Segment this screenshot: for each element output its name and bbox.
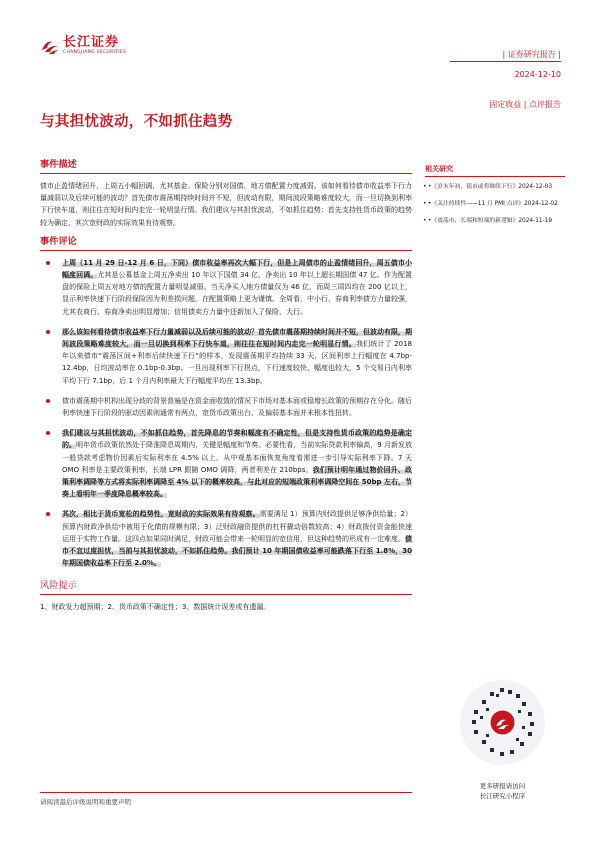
- related-research-heading: 相关研究: [425, 164, 565, 177]
- bullet-highlight: 那么该如何看待债市收益率下行力量减弱以及后续可能的波动？首先债市震荡期持续时间并不短，但波动有限，期间波段策略难度较大，而一旦切换到利率下行快车道，则往往在短时间内走完一轮明显行情。: [62, 327, 412, 349]
- related-research-link[interactable]: • •《岁末年初，债市或将继续下行》2024-12-03: [425, 183, 565, 192]
- event-comment-heading: 事件评论: [40, 233, 412, 251]
- report-type-tag: | 证券研究报告 |: [502, 50, 561, 59]
- footer-divider: [40, 792, 412, 793]
- bullet-text: 债市震荡期中机构出现分歧的背景普遍是在资金面收敛的情况下市场对基本面或稳增长政策的预期存在分化。随后利率快速下行阶段的驱动因素则通常有两点，宽货币政策出台、及偏弱基本面并未根本性扭转。: [62, 396, 412, 418]
- bullet-text: 明年货币政策依然处于降准降息周期内，关键是幅度和节奏。必要性看，当前实际贷款利率偏高，9 月新发放一般贷款考虑物价因素后实际利率在 4.5% 以上，从中观基本面恢复角度看需进一步引导实际利率下降。7 天 OMO 利率是主要政策利率，长端 LPR 跟随 OMO 调降，两者利差在 210bps。: [62, 441, 412, 474]
- comment-bullet: [40, 326, 412, 387]
- bullet-highlight: 债市不宜过度担忧，当前与其担忧波动，不如抓住趋势。我们预计 10 年期国债收益率可能跌落下行至 1.8%，30 年期国债收益率下行至 2.0%。: [62, 534, 412, 568]
- report-category: 固定收益 | 点评报告: [489, 100, 561, 109]
- header-divider: [450, 61, 561, 62]
- bullet-text: 需要满足 1）预算内财政提供足够净供给量；2）预算内财政净供给中被用于化债的规模有限；3）泛财政融资提供的杠杆撬动倍数较高；4）财政拨付资金能快速运用于实物工作量。这四点如果同时满足，财政可能会带来一轮明显的宽信用，但这种趋势的形成有一定难度。: [62, 510, 412, 543]
- report-date: 2024-12-10: [514, 70, 561, 79]
- comment-bullet: [40, 395, 412, 419]
- bullet-highlight: 上周（11 月 29 日-12 月 6 日，下同）债市收益率再次大幅下行，但是上周债市的止盈情绪回升，周五债市小幅度回调。: [62, 258, 412, 280]
- logo-name-en: CHANGJIANG SECURITIES: [63, 50, 127, 55]
- qr-caption-line2: 长江研究小程序: [479, 792, 526, 800]
- comment-bullet: [40, 427, 412, 500]
- bullet-text: 尤其是公募基金上周五净卖出 10 年以下国债 34 亿，净卖出 10 年以上超长期国债 47 亿。作为配置盘的保险上周五对地方债的配置力量明显减弱。当天净买入地方债量仅为 46 亿，而周三周四均在 200 亿以上，显示利率快速下行阶段保险因为利差损问题，在配置策略上更为谨慎。全周看，中小行、券商利率债方力量较强，尤其农商行、券商净卖出明显增加；信用债卖方力量中还新加入了保险、大行。: [62, 271, 412, 316]
- comment-bullet: [40, 508, 412, 569]
- qr-caption-line1: 更多研报请访问: [479, 782, 526, 790]
- event-desc-heading: 事件描述: [40, 156, 412, 174]
- footer-disclaimer: 请阅读最后评级说明和重要声明: [40, 798, 131, 806]
- company-logo: [40, 36, 126, 56]
- bullet-highlight: 其次，相比于货币宽松的趋势性，宽财政的实际效果有待观察。: [62, 510, 260, 519]
- related-research-link[interactable]: • •《震荡市，长端和短端的新逻辑》2024-11-19: [425, 217, 565, 226]
- sidebar: [425, 164, 565, 234]
- related-research-link[interactable]: • •《关注持续性——11 月 PMI 点评》2024-12-02: [425, 200, 565, 209]
- logo-name-cn: 长江证券: [63, 35, 120, 50]
- bullet-highlight: 我们建议与其担忧波动，不如抓住趋势，首先降息的节奏和幅度有不确定性，但是支持性货币政策的趋势是确定的。: [62, 429, 412, 450]
- risk-text: 1、财政发力超预期；2、货币政策不确定性；3、数据统计误差或有遗漏。: [40, 603, 271, 612]
- main-content: [40, 156, 412, 614]
- bullet-highlight: 我们预计明年通过物价回升、政策利率调降等方式将实际利率调降至 4% 以下的概率较高，与此对应的短端政策利率调降空间在 50bp 左右，节奏上看明年一季度降息概率较高。: [62, 465, 412, 499]
- risk-heading: 风险提示: [40, 577, 412, 595]
- logo-icon: [40, 36, 60, 56]
- report-title: 与其担忧波动，不如抓住趋势: [40, 114, 233, 130]
- bullet-text: 我们统计了 2018 年以来债市“震荡区间+利率后续快速下行”的样本，发现震荡期平均持续 33 天，区间利率上行幅度在 4.7bp-12.4bp，日均波动率在 0.1bp-0.3bp。一旦出现利率下行拐点，下行速度较快、幅度也较大，5 个交易日内利率平均下行 7.1bp，后 1 个月内利率最大下行幅度平均在 13.3bp。: [62, 340, 412, 385]
- qr-code[interactable]: [460, 680, 545, 765]
- comment-bullet: [40, 257, 412, 318]
- event-desc-text: 债市止盈情绪回升，上周五小幅回调，尤其基金、保险分别对国债、地方债配置力度减弱。该如何看待债市收益率下行力量减弱以及后续可能的波动？首先债市震荡期持续时间并不短，但波动有限，期间波段策略难度较大，而一旦切换到利率下行快车道，则往往在短时间内走完一轮明显行情。我们建议与其担忧波动，不如抓住趋势：首先支持性货币政策的趋势较为确定，其次宽财政的实际效果有待观察。: [40, 182, 412, 227]
